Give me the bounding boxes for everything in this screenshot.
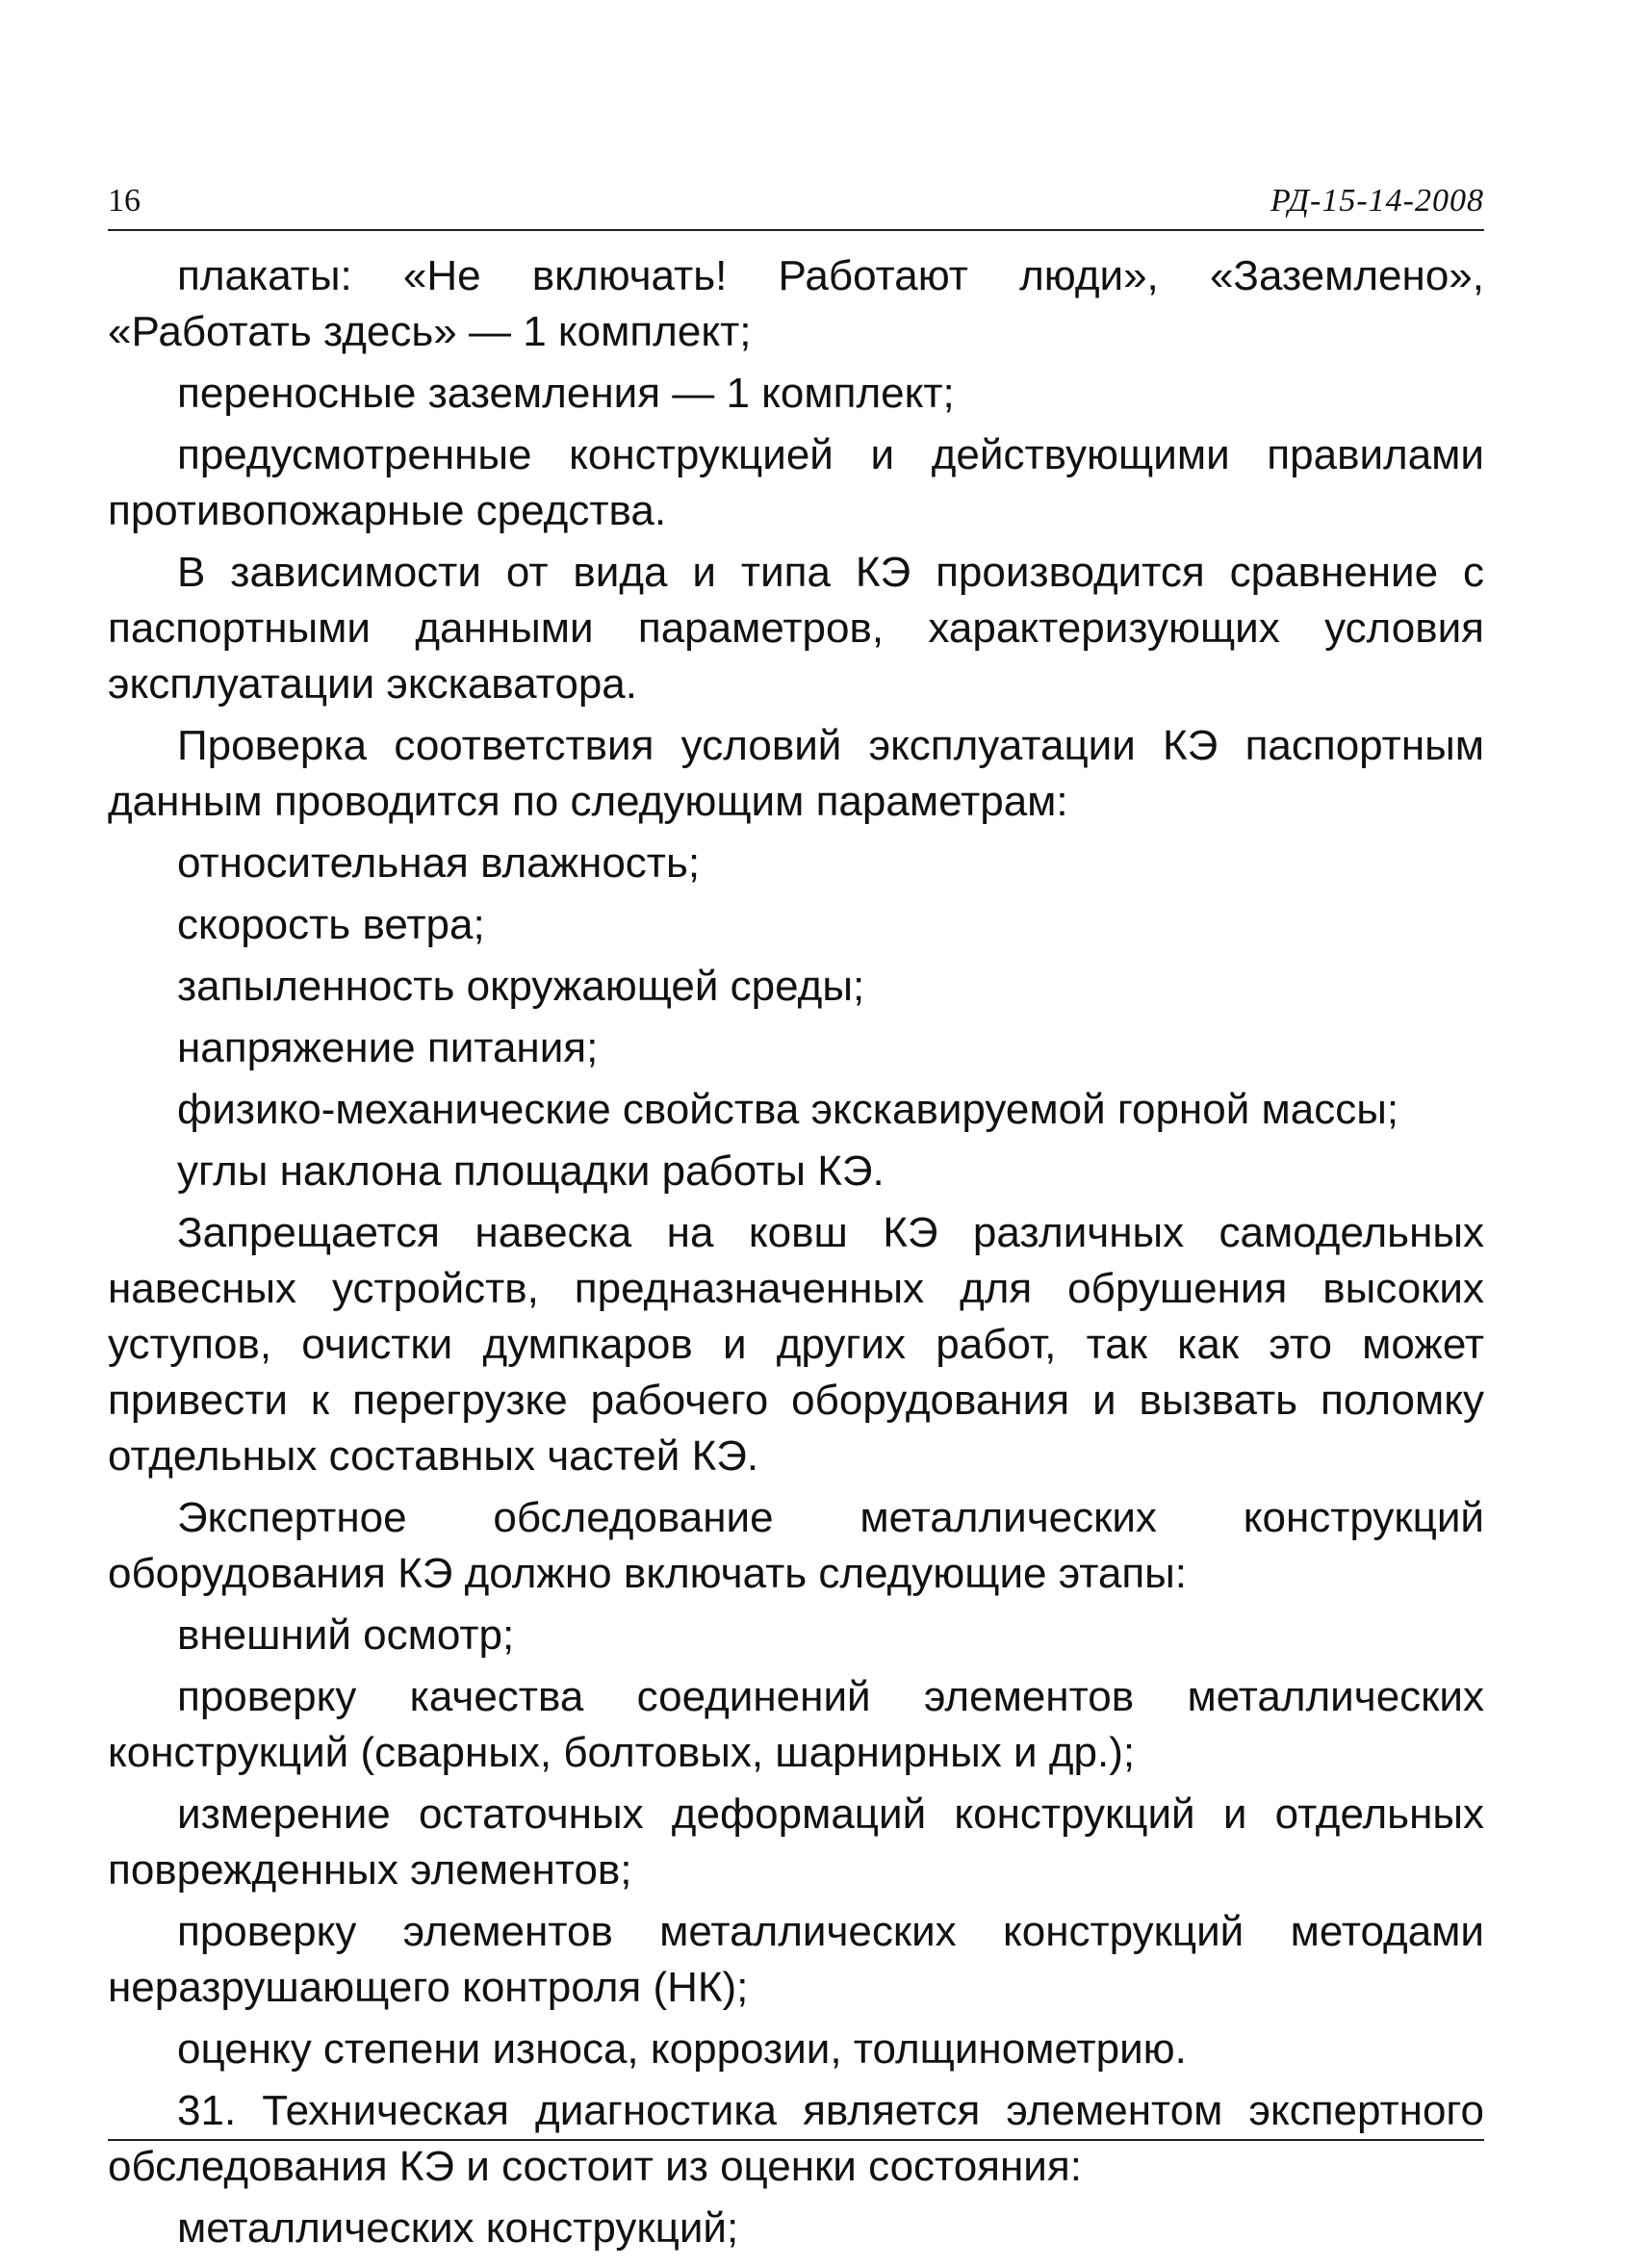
footer-rule bbox=[108, 2139, 1484, 2141]
paragraph: предусмотренные конструкцией и действующими правилами противопожарные средства. bbox=[108, 431, 1484, 534]
list-item: переносные заземления — 1 комплект; bbox=[177, 370, 955, 417]
list-item: физико-механические свойства экскавируемой горной массы; bbox=[177, 1086, 1399, 1133]
list-item: относительная влажность; bbox=[177, 839, 701, 887]
list-item: металлических конструкций; bbox=[177, 2204, 739, 2252]
paragraph: плакаты: «Не включать! Работают люди», «Заземлено», «Работать здесь» — 1 комплект; bbox=[108, 252, 1484, 355]
paragraph: Экспертное обследование металлических конструкций оборудования КЭ должно включать следующие этапы: bbox=[108, 1494, 1484, 1597]
paragraph: проверку качества соединений элементов металлических конструкций (сварных, болтовых, шарнирных и др.); bbox=[108, 1673, 1484, 1776]
list-item: оценку степени износа, коррозии, толщинометрию. bbox=[177, 2025, 1187, 2073]
list-item: внешний осмотр; bbox=[177, 1611, 515, 1659]
list-item: запыленность окружающей среды; bbox=[177, 963, 865, 1010]
paragraph: Запрещается навеска на ковш КЭ различных самодельных навесных устройств, предназначенных для обрушения высоких уступов, очистки думпкаров и других работ, так как это может привести к перегрузке рабочего оборудования и вызвать поломку отдельных составных частей КЭ. bbox=[108, 1209, 1484, 1480]
list-item: скорость ветра; bbox=[177, 901, 485, 948]
paragraph: В зависимости от вида и типа КЭ производится сравнение с паспортными данными параметров, характеризующих условия эксплуатации экскаватора. bbox=[108, 549, 1484, 708]
list-item: углы наклона площадки работы КЭ. bbox=[177, 1147, 885, 1195]
body-text bbox=[108, 248, 1484, 2262]
page-number: 16 bbox=[108, 183, 141, 219]
paragraph: Проверка соответствия условий эксплуатации КЭ паспортным данным проводится по следующим параметрам: bbox=[108, 722, 1484, 825]
paragraph: 31. Техническая диагностика является элементом экспертного обследования КЭ и состоит из оценки состояния: bbox=[108, 2087, 1484, 2190]
paragraph: измерение остаточных деформаций конструкций и отдельных поврежденных элементов; bbox=[108, 1791, 1484, 1894]
page-header bbox=[108, 183, 1484, 231]
list-item: напряжение питания; bbox=[177, 1024, 599, 1071]
paragraph: проверку элементов металлических конструкций методами неразрушающего контроля (НК); bbox=[108, 1908, 1484, 2011]
document-code: РД-15-14-2008 bbox=[1270, 183, 1484, 219]
